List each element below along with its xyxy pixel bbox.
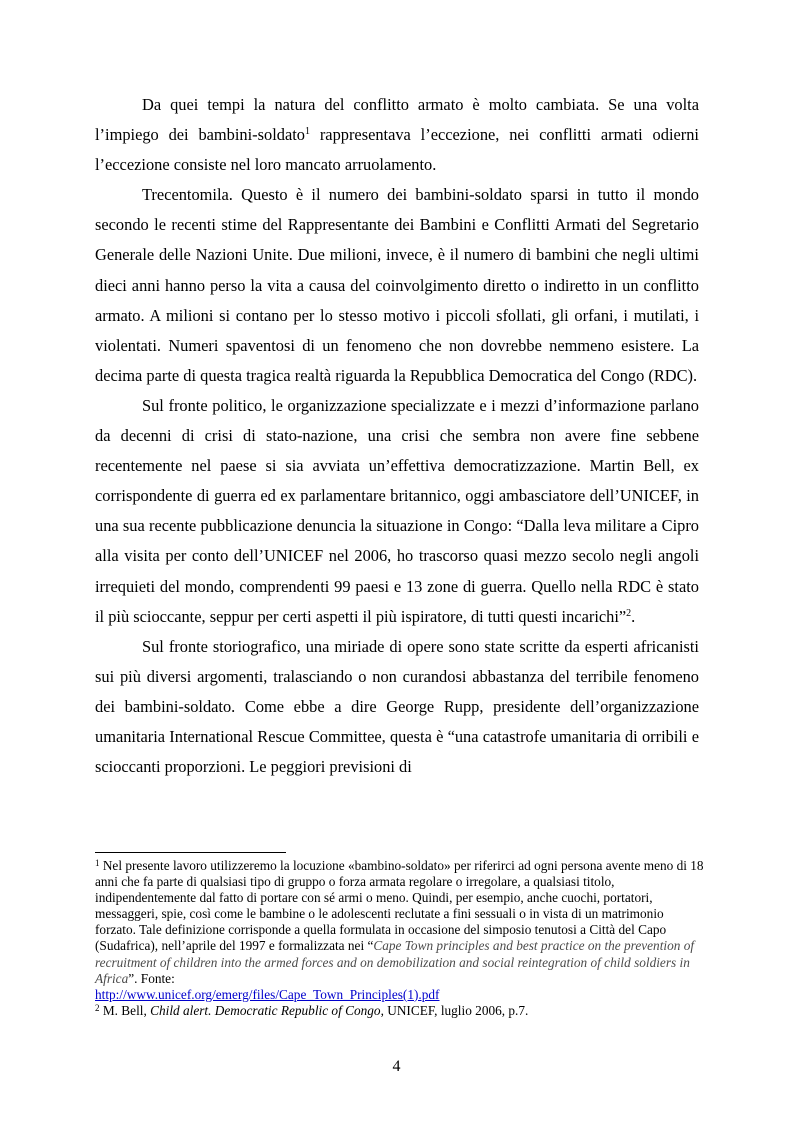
footnote-1-number: 1 <box>95 858 100 868</box>
footnote-1-link[interactable]: http://www.unicef.org/emerg/files/Cape_Town_Principles(1).pdf <box>95 986 440 1002</box>
footnote-ref-2[interactable]: 2 <box>626 607 632 619</box>
paragraph-2: Trecentomila. Questo è il numero dei bambini-soldato sparsi in tutto il mondo secondo le recenti stime del Rappresentante dei Bambini e Conflitti Armati del Segretario Generale delle Nazioni Unite. Due milioni, invece, è il numero di bambini che negli ultimi dieci anni hanno perso la vita a causa del coinvolgimento diretto o indiretto in un conflitto armato. A milioni si contano per lo stesso motivo i piccoli sfollati, gli orfani, i mutilati, i violentati. Numeri spaventosi di un fenomeno che non dovrebbe nemmeno esistere. La decima parte di questa tragica realtà riguarda la Repubblica Democratica del Congo (RDC). <box>95 185 699 385</box>
footnote-1-citation-title: Cape Town principles and best practice on the prevention of recruitment of children into the armed forces and on demobilization and social reintegration of child soldiers in Africa <box>95 938 695 986</box>
paragraph-1-text-b: rappresentava l’eccezione, nei conflitti armati odierni l’eccezione consiste nel loro mancato arruolamento. <box>95 125 699 175</box>
footnote-1-source-label: ”. Fonte: <box>128 970 175 986</box>
paragraph-3-text-a: Sul fronte politico, le organizzazione specializzate e i mezzi d’informazione parlano da decenni di crisi di stato-nazione, una crisi che sembra non avere fine sebbene recentemente nel paese si sia avviata un’effettiva democratizzazione. Martin Bell, ex corrispondente di guerra ed ex parlamentare britannico, oggi ambasciatore dell’UNICEF, in una sua recente pubblicazione denuncia la situazione in Congo: “Dalla leva militare a Cipro alla visita per conto dell’UNICEF nel 2006, ho trascorso quasi mezzo secolo negli angoli irrequieti del mondo, comprendenti 99 paesi e 13 zone di guerra. Quello nella RDC è stato il più scioccante, seppur per certi aspetti il più ispiratore, di tutti questi incarichi” <box>95 395 699 626</box>
paragraph-1-text-a: Da quei tempi la natura del conflitto armato è molto cambiata. Se una volta l’impiego dei bambini-soldato <box>95 95 699 145</box>
footnote-separator <box>95 852 286 853</box>
footnote-ref-1[interactable]: 1 <box>304 126 310 138</box>
footnote-2-details: , UNICEF, luglio 2006, p.7. <box>380 1002 529 1018</box>
body-text <box>95 90 699 782</box>
footnote-2-number: 2 <box>95 1002 100 1013</box>
footnote-1-text: Nel presente lavoro utilizzeremo la locuzione «bambino-soldato» per riferirci ad ogni persona avente meno di 18 anni che fa parte di qualsiasi tipo di gruppo o forza armata regolare o irregolare, a qualsiasi titolo, indipendentemente dal fatto di portare con sé armi o meno. Quindi, per esempio, anche cuochi, portatori, messaggeri, spie, così come le bambine o le adolescenti reclutate a fini sessuali o in vista di un matrimonio forzato. Tale definizione corrisponde a quella formulata in occasione del simposio tenutosi a Città del Capo (Sudafrica), nell’aprile del 1997 e formalizzata nei “ <box>95 858 704 954</box>
footnote-2-citation-title: Child alert. Democratic Republic of Congo <box>150 1002 381 1018</box>
paragraph-1 <box>95 90 699 180</box>
paragraph-3 <box>95 391 699 632</box>
footnote-1 <box>95 858 705 1003</box>
page-number: 4 <box>392 1058 401 1075</box>
paragraph-4: Sul fronte storiografico, una miriade di opere sono state scritte da esperti africanisti sui più diversi argomenti, tralasciando o non curandosi abbastanza del terribile fenomeno dei bambini-soldato. Come ebbe a dire George Rupp, presidente dell’organizzazione umanitaria International Rescue Committee, questa è “una catastrofe umanitaria di orribili e scioccanti proporzioni. Le peggiori previsioni di <box>95 636 699 777</box>
paragraph-3-text-b: . <box>631 606 636 626</box>
footnote-2 <box>95 1003 705 1019</box>
footnote-2-text: M. Bell, <box>99 1002 151 1018</box>
footnotes <box>95 858 705 1019</box>
